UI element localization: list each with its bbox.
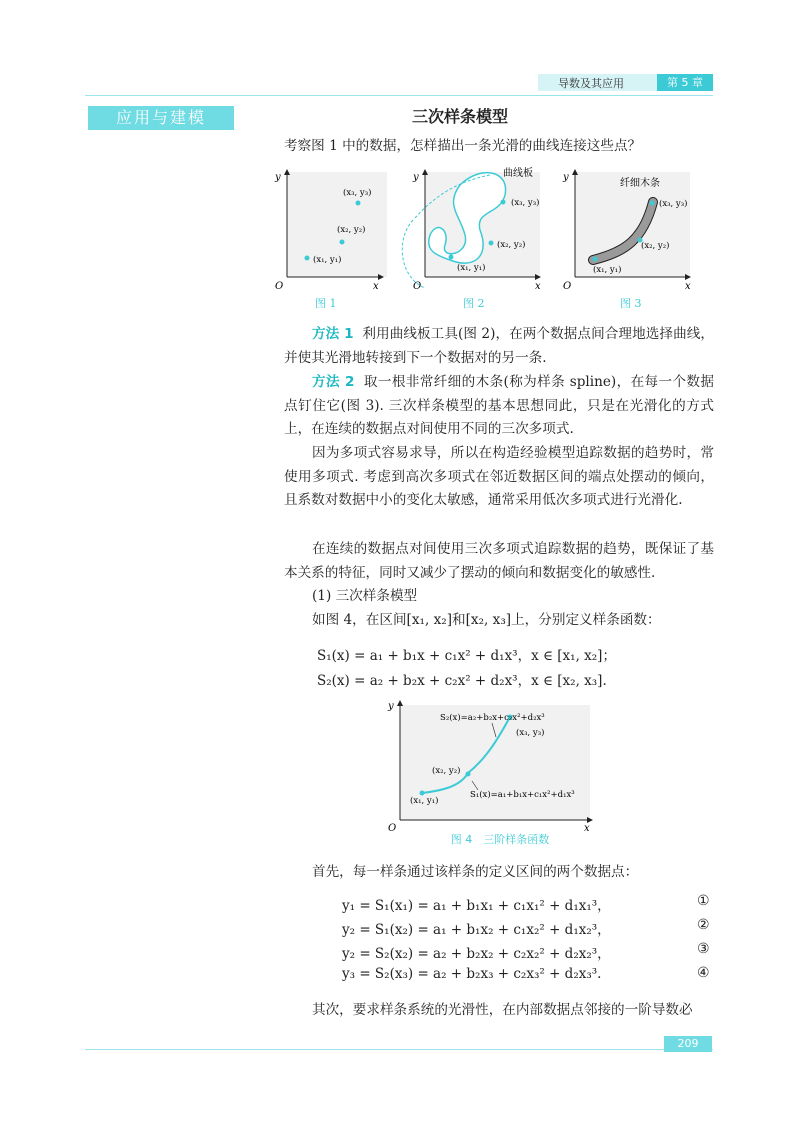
footer-rule	[85, 1049, 713, 1050]
fig3-point-1	[593, 257, 598, 262]
fig3-x-label: x	[685, 281, 691, 292]
paragraph-6: 首先，每一样条通过该样条的定义区间的两个数据点：	[312, 864, 639, 880]
fig4-origin: O	[388, 823, 397, 834]
section-tab: 应用与建模	[88, 106, 234, 130]
fig2-origin: O	[413, 281, 422, 292]
figures-1-3	[265, 160, 725, 315]
definition-equation-1: S₁(x) = a₁ + b₁x + c₁x² + d₁x³，x ∈ [x₁, x₂]；	[317, 648, 616, 664]
fig3-label-p1: (x₁, y₁)	[593, 265, 622, 275]
fig3-tool-label: 纤细木条	[620, 178, 660, 189]
fig2-caption: 图 2	[463, 297, 485, 310]
chapter-title: 导数及其应用	[558, 76, 624, 90]
equation-3: y₂ = S₂(x₂) = a₂ + b₂x₂ + c₂x₂² + d₂x₂³，	[342, 946, 611, 962]
equation-1-number: ①	[697, 893, 710, 909]
equation-4: y₃ = S₂(x₃) = a₂ + b₂x₃ + c₂x₃² + d₂x₃³.	[342, 966, 602, 982]
fig4-point-2	[466, 772, 471, 777]
paragraph-7: 其次，要求样条系统的光滑性，在内部数据点邻接的一阶导数必	[312, 1002, 693, 1018]
fig2-label-p2: (x₂, y₂)	[497, 240, 526, 250]
fig1-point-3	[356, 201, 361, 206]
method-2-paragraph	[284, 371, 714, 442]
fig3-y-label: y	[563, 172, 569, 183]
intro-paragraph	[284, 135, 714, 159]
fig4-point-1	[420, 791, 425, 796]
fig3-origin: O	[563, 281, 572, 292]
fig2-y-label: y	[413, 172, 419, 183]
subheading-cubic-spline: (1) 三次样条模型	[312, 588, 418, 604]
fig1-x-label: x	[373, 281, 379, 292]
fig2-point-2	[489, 241, 494, 246]
method-1-paragraph	[284, 323, 714, 370]
fig3-point-3	[650, 201, 655, 206]
fig4-label-p2: (x₂, y₂)	[432, 766, 461, 776]
page-title: 三次样条模型	[411, 107, 508, 126]
figure-2	[402, 166, 541, 310]
fig2-point-1	[449, 255, 454, 260]
fig4-caption: 图 4 三阶样条函数	[450, 833, 550, 846]
paragraph-3: 因为多项式容易求导，所以在构造经验模型追踪数据的趋势时，常使用多项式. 考虑到高次多项式在邻近数据区间的端点处摆动的倾向，且系数对数据中小的变化太敏感，通常采用低次多项式进行光滑化.	[284, 445, 714, 508]
fig1-origin: O	[275, 281, 284, 292]
fig1-label-p3: (x₃, y₃)	[343, 188, 372, 198]
fig2-label-p1: (x₁, y₁)	[457, 263, 486, 273]
fig4-label-p1: (x₁, y₁)	[410, 796, 439, 806]
fig4-label-s2: S₂(x)=a₂+b₂x+c₂x²+d₂x³	[440, 713, 545, 723]
fig1-point-1	[305, 256, 310, 261]
fig2-point-3	[501, 200, 506, 205]
fig4-label-p3: (x₃, y₃)	[516, 728, 545, 738]
equation-3-number: ③	[697, 941, 710, 957]
method-2-text: 取一根非常纤细的木条(称为样条 spline)，在每一个数据点钉住它(图 3). 三次样条模型的基本思想同此，只是在光滑化的方式上，在连续的数据点对间使用不同的三次多项式.	[284, 374, 714, 437]
fig1-caption: 图 1	[315, 297, 337, 310]
fig1-label-p1: (x₁, y₁)	[313, 255, 342, 265]
header-rule	[85, 95, 713, 96]
fig1-y-label: y	[275, 172, 281, 183]
equation-2-number: ②	[697, 917, 710, 933]
figure-1	[274, 170, 387, 310]
chapter-header	[538, 74, 713, 91]
fig3-label-p3: (x₃, y₃)	[659, 199, 688, 209]
fig4-x-label: x	[584, 823, 590, 834]
fig2-tool-label: 曲线板	[503, 168, 533, 179]
equation-4-number: ④	[697, 965, 710, 981]
fig2-x-label: x	[535, 281, 541, 292]
figure-3	[562, 170, 691, 310]
fig2-label-p3: (x₃, y₃)	[511, 198, 540, 208]
definition-equation-2: S₂(x) = a₂ + b₂x + c₂x² + d₂x³，x ∈ [x₂, x₃].	[317, 673, 607, 689]
equation-2: y₂ = S₁(x₂) = a₁ + b₁x₂ + c₁x₂² + d₁x₂³，	[342, 922, 611, 938]
fig3-label-p2: (x₂, y₂)	[641, 241, 670, 251]
paragraph-4: 在连续的数据点对间使用三次多项式追踪数据的趋势，既保证了基本关系的特征，同时又减少了摆动的倾向和数据变化的敏感性.	[284, 541, 714, 581]
page-number: 209	[664, 1036, 712, 1052]
method-1-label: 方法 1	[312, 326, 354, 342]
intro-text: 考察图 1 中的数据，怎样描出一条光滑的曲线连接这些点？	[284, 138, 642, 154]
chapter-number: 第 5 章	[657, 74, 713, 91]
method-1-text: 利用曲线板工具(图 2)，在两个数据点间合理地选择曲线，并使其光滑地转接到下一个数据对的另一条.	[284, 326, 714, 366]
fig1-point-2	[340, 240, 345, 245]
fig4-y-label: y	[388, 701, 394, 712]
fig4-label-s1: S₁(x)=a₁+b₁x+c₁x²+d₁x³	[470, 790, 575, 800]
method-2-label: 方法 2	[312, 374, 355, 390]
equation-1: y₁ = S₁(x₁) = a₁ + b₁x₁ + c₁x₁² + d₁x₁³，	[342, 898, 611, 914]
fig1-label-p2: (x₂, y₂)	[337, 225, 366, 235]
paragraph-5: 如图 4，在区间[x₁, x₂]和[x₂, x₃]上，分别定义样条函数：	[312, 612, 661, 628]
fig3-caption: 图 3	[620, 297, 642, 310]
